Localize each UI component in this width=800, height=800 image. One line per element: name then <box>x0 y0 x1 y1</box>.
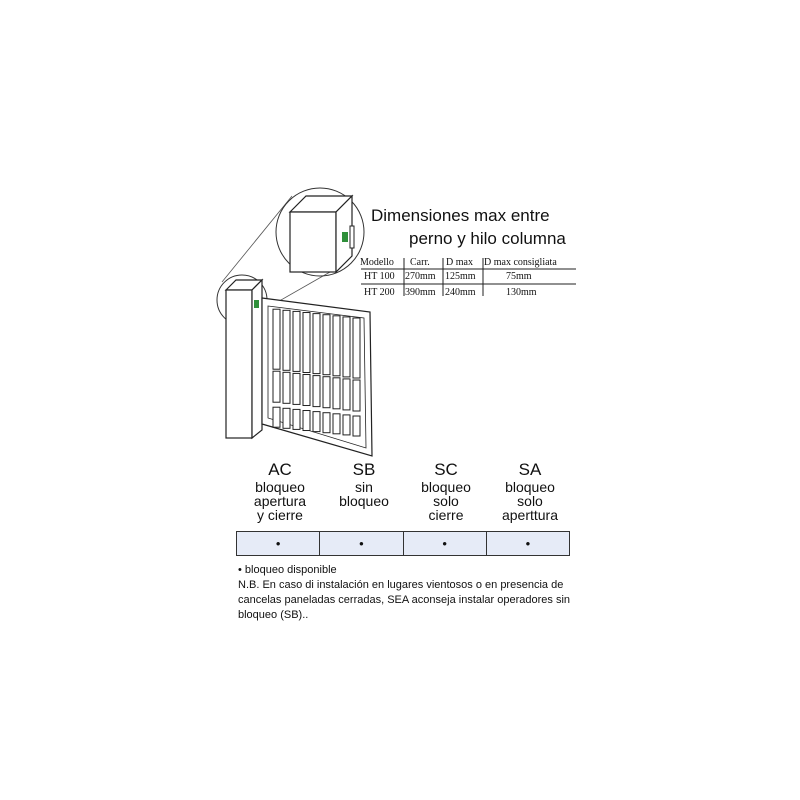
gate-slat <box>293 409 300 429</box>
gate-slat <box>283 408 290 428</box>
option-sc <box>401 460 491 522</box>
gate-slat <box>273 407 280 427</box>
gate-slat <box>353 318 360 378</box>
availability-mark-ac: • <box>237 532 320 555</box>
table-cell: HT 200 <box>364 287 395 298</box>
table-cell: 125mm <box>445 271 476 282</box>
legend-note: • bloqueo disponible <box>238 564 337 576</box>
option-description <box>319 480 409 508</box>
option-code: SA <box>518 460 542 479</box>
table-cell: 270mm <box>405 271 436 282</box>
gate-slat <box>323 377 330 408</box>
heading-line-1: Dimensiones max entre <box>371 206 550 225</box>
table-cell: 75mm <box>506 271 532 282</box>
table-cell: 130mm <box>506 287 537 298</box>
option-desc-line: bloqueo <box>255 479 305 495</box>
option-desc-line: aperttura <box>501 507 559 523</box>
motor-mark-icon <box>342 232 348 242</box>
option-desc-line: bloqueo <box>505 479 555 495</box>
option-desc-line: solo <box>433 493 459 509</box>
option-desc-line: apertura <box>253 493 307 509</box>
gate-slat <box>323 315 330 375</box>
gate-slat <box>303 313 310 373</box>
availability-mark-sc: • <box>404 532 487 555</box>
option-description <box>485 480 575 522</box>
gate-slat <box>343 317 350 377</box>
gate-post <box>226 280 262 438</box>
option-ac <box>235 460 325 522</box>
gate-slat <box>283 372 290 403</box>
notes <box>238 563 598 623</box>
gate-slat <box>273 371 280 402</box>
table-header-model: Modello <box>360 257 394 268</box>
option-desc-line: cierre <box>428 507 464 523</box>
heading-line-2: perno y hilo columna <box>409 229 566 248</box>
gate-slat <box>303 411 310 431</box>
zoom-leader-line <box>222 196 292 282</box>
gate-slat <box>323 413 330 433</box>
gate-slat <box>313 314 320 374</box>
zoomed-post <box>290 196 354 272</box>
option-code: AC <box>268 460 292 479</box>
option-desc-line: solo <box>517 493 543 509</box>
gate-slat <box>273 309 280 369</box>
option-description <box>235 480 325 522</box>
gate-slat <box>313 412 320 432</box>
option-sa <box>485 460 575 522</box>
table-cell: HT 100 <box>364 271 395 282</box>
gate-slat <box>313 376 320 407</box>
gate-slat <box>333 316 340 376</box>
gate-slat <box>303 375 310 406</box>
gate-slat <box>283 310 290 370</box>
nb-note-line: N.B. En caso di instalación en lugares vientosos o en presencia de <box>238 579 564 591</box>
table-cell: 240mm <box>445 287 476 298</box>
table-header-carr: Carr. <box>410 257 430 268</box>
option-desc-line: bloqueo <box>339 493 389 509</box>
gate-slat <box>353 380 360 411</box>
table-header-dmax: D max <box>446 257 473 268</box>
gate-slat <box>343 415 350 435</box>
nb-note-line: bloqueo (SB).. <box>238 609 309 621</box>
table-header-dmax-recommended: D max consigliata <box>484 257 557 268</box>
gate-slats <box>273 309 360 436</box>
gate-slat <box>293 311 300 371</box>
option-code: SB <box>352 460 376 479</box>
option-desc-line: bloqueo <box>421 479 471 495</box>
gate-slat <box>333 378 340 409</box>
gate-slat <box>343 379 350 410</box>
table-cell: 390mm <box>405 287 436 298</box>
gate-slat <box>333 414 340 434</box>
nb-note-line: cancelas paneladas cerradas, SEA aconseja instalar operadores sin <box>238 594 571 606</box>
availability-mark-sb: • <box>320 532 403 555</box>
availability-bar <box>236 531 570 556</box>
gate-slat <box>293 373 300 404</box>
option-desc-line: sin <box>355 479 373 495</box>
availability-mark-sa: • <box>525 536 531 551</box>
option-desc-line: y cierre <box>257 507 303 523</box>
gate-slat <box>353 416 360 436</box>
option-code: SC <box>434 460 458 479</box>
option-sb <box>319 460 409 508</box>
option-description <box>401 480 491 522</box>
